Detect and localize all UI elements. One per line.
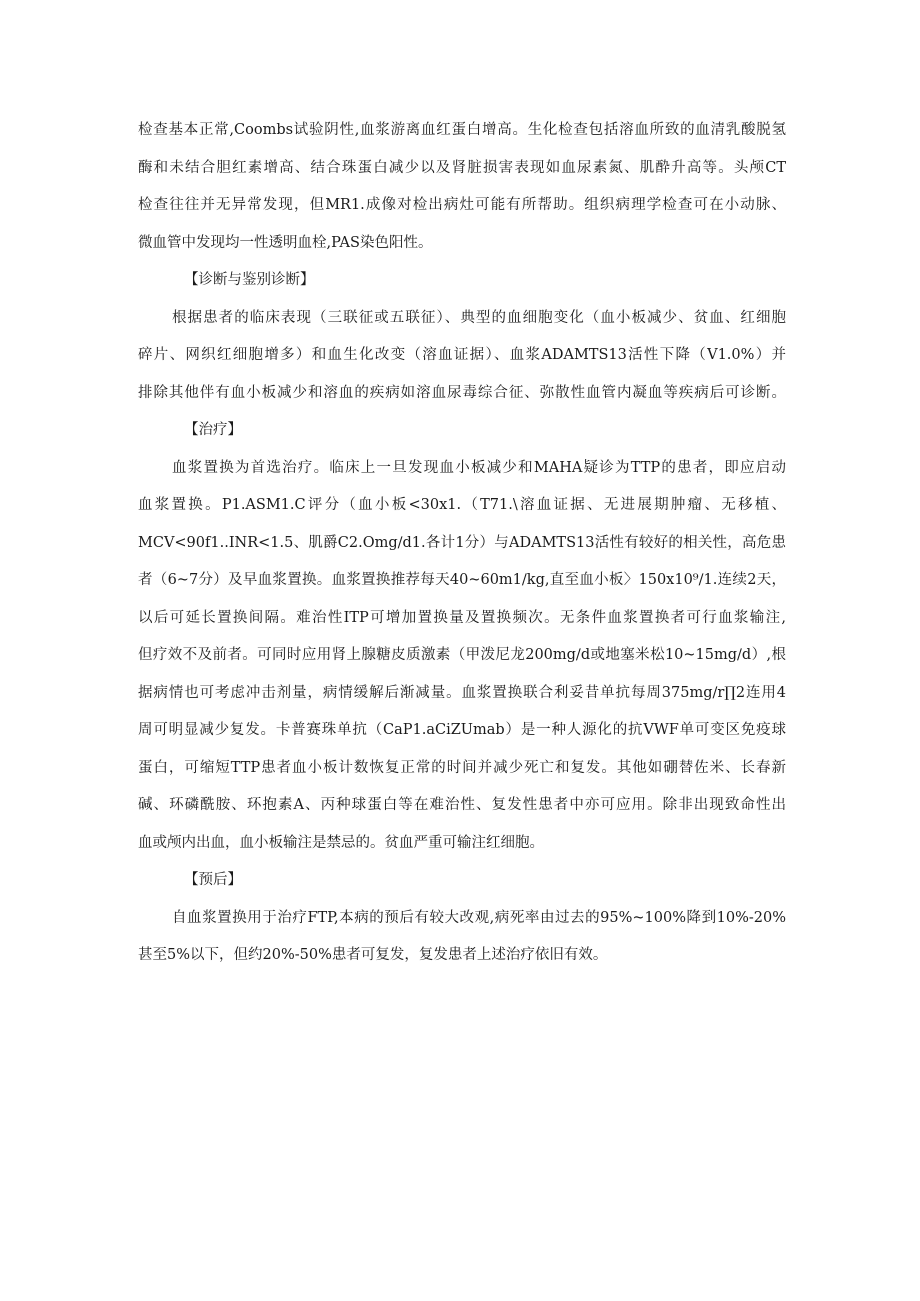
paragraph-line: 自血浆置换用于治疗FTP,本病的预后有较大改观,病死率由过去的95%~100%降到10%-20% [172, 909, 786, 926]
paragraph-line: 血浆置换为首选治疗。临床上一旦发现血小板减少和MAHA疑诊为TTP的患者，即应启动 [172, 459, 786, 476]
paragraph-line: 甚至5%以下，但约20%-50%患者可复发，复发患者上述治疗依旧有效。 [138, 947, 608, 963]
paragraph-line: 周可明显减少复发。卡普赛珠单抗（CaP1.aCiZUmab）是一种人源化的抗VWF单可变区免疫球 [138, 722, 786, 738]
paragraph-line: 但疗效不及前者。可同时应用肾上腺糖皮质激素（甲泼尼龙200mg∕d或地塞米松10~15mg∕d）,根 [138, 647, 786, 663]
paragraph-line: 者（6~7分）及早血浆置换。血浆置换推荐每天40~60m1∕kg,直至血小板〉150x10⁹∕1.连续2天， [138, 572, 786, 588]
paragraph-line: 血浆置换。P1.ASM1.C评分（血小板<30x1.（T71.\溶血证据、无进展期肿瘤、无移植、 [138, 497, 786, 513]
section-heading: 【诊断与鉴别诊断】 [184, 272, 315, 288]
section-heading: 【治疗】 [184, 422, 242, 438]
paragraph-line: 蛋白，可缩短TTP患者血小板计数恢复正常的时间并减少死亡和复发。其他如硼替佐米、长春新 [138, 759, 786, 776]
paragraph-line: 排除其他伴有血小板减少和溶血的疾病如溶血尿毒综合征、弥散性血管内凝血等疾病后可诊断。 [138, 384, 786, 401]
paragraph-line: 微血管中发现均一性透明血栓,PAS染色阳性。 [138, 234, 433, 251]
paragraph-line: 以后可延长置换间隔。难治性ITP可增加置换量及置换频次。无条件血浆置换者可行血浆输注, [138, 609, 786, 626]
paragraph-line: MCV<90f1..INR<1.5、肌爵C2.Omg∕d1.各计1分）与ADAMTS13活性有较好的相关性，高危患 [138, 534, 786, 551]
paragraph-line: 检查往往并无异常发现，但MR1.成像对检出病灶可能有所帮助。组织病理学检查可在小动脉、 [138, 197, 786, 213]
paragraph-line: 血或颅内出血，血小板输注是禁忌的。贫血严重可输注红细胞。 [138, 834, 544, 851]
section-heading: 【预后】 [184, 872, 242, 888]
paragraph-line: 检查基本正常,Coombs试验阴性,血浆游离血红蛋白增高。生化检查包括溶血所致的血清乳酸脱氢 [138, 122, 786, 138]
paragraph-line: 据病情也可考虑冲击剂量，病情缓解后渐减量。血浆置换联合利妥昔单抗每周375mg∕r∏2连用4 [138, 684, 786, 701]
paragraph-line: 碱、环磷酰胺、环抱素A、丙种球蛋白等在难治性、复发性患者中亦可应用。除非出现致命性出 [138, 797, 786, 813]
paragraph-line: 根据患者的临床表现（三联征或五联征）、典型的血细胞变化（血小板减少、贫血、红细胞 [172, 309, 786, 326]
paragraph-line: 酶和未结合胆红素增高、结合珠蛋白减少以及肾脏损害表现如血尿素氮、肌酔升高等。头颅CT [138, 159, 786, 176]
paragraph-line: 碎片、网织红细胞增多）和血生化改变（溶血证据）、血浆ADAMTS13活性下降（V1.0%）并 [138, 347, 786, 363]
document-page [138, 120, 786, 983]
